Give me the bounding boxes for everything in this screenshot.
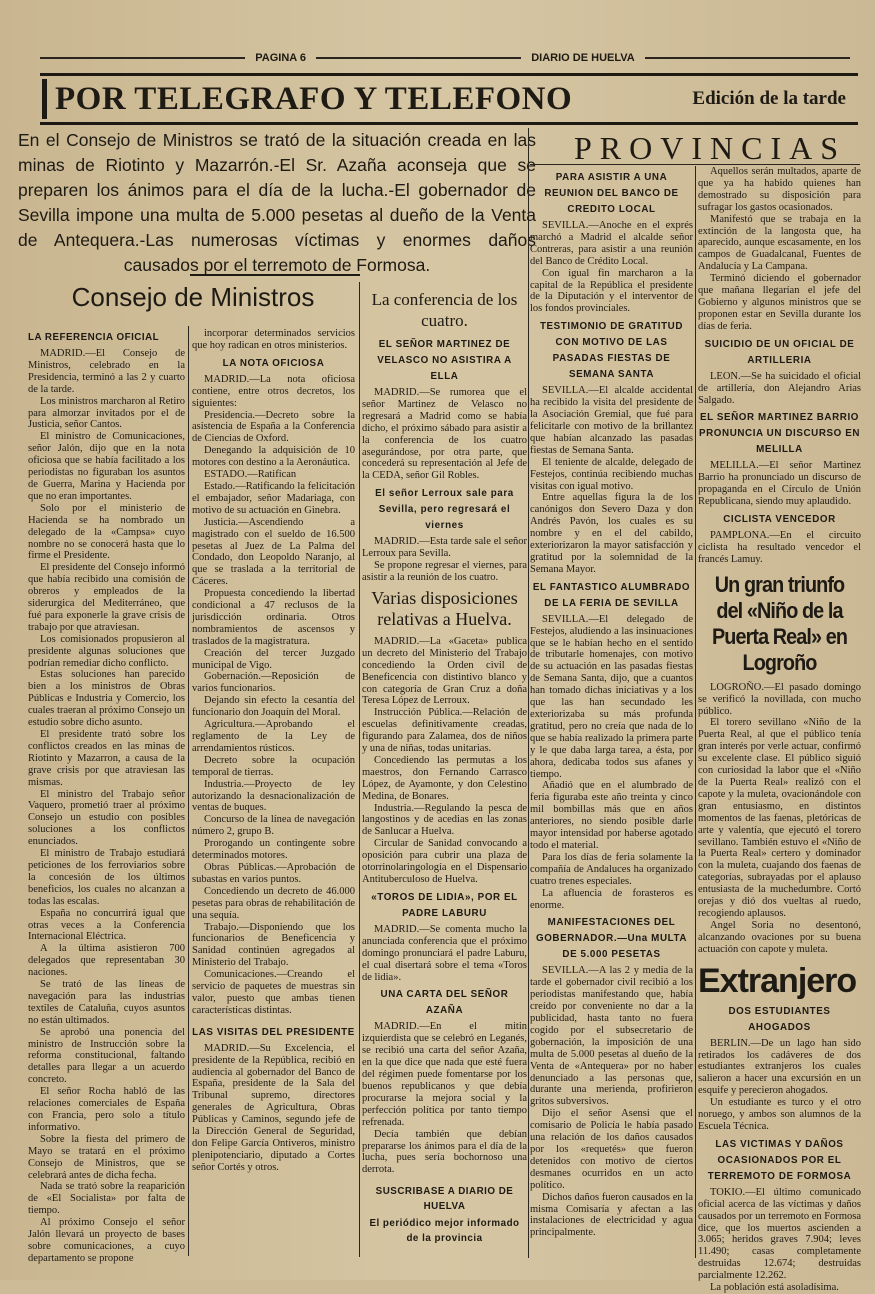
consejo-column-2 (192, 328, 355, 1258)
provincias-rule (530, 164, 860, 165)
article-paragraph: Trabajo.—Disponiendo que los funcionarios de Beneficencia y Sanidad continúen agregados al Ministerio del Trabajo. (192, 921, 355, 969)
consejo-title-block (28, 282, 358, 316)
article-paragraph: Manifestó que se trabaja en la extinción de la langosta que, ha aparecido, aunque escasamente, en los campos de Guadalcanal, Fuentes de Andalucía y La Campana. (698, 213, 861, 273)
article-paragraph: Obras Públicas.—Aprobación de subastas en varios puntos. (192, 861, 355, 885)
article-paragraph: MELILLA.—El señor Martinez Barrio ha pronunciado un discurso de propaganda en el Círculo de Unión Republicana, siendo muy aplaudido. (698, 460, 861, 508)
right-column (698, 166, 862, 1294)
provincias-title: PROVINCIAS (573, 130, 847, 166)
article-paragraph: Justicia.—Ascendiendo a magistrado con el sueldo de 16.500 pesetas al Juez de La Palma del Condado, don Leopoldo Naranjo, al que se traslada a la territorial de Cáceres. (192, 516, 355, 588)
article-paragraph: BERLIN.—De un lago han sido retirados los cadáveres de dos estudiantes extranjeros los cuales salieron a hacer una excursión en un esquife y perecieron ahogados. (698, 1037, 861, 1097)
article-paragraph: Entre aquellas figura la de los canónigos don Severo Daza y don Andrés Pavón, los cuales es su nombre y en el del cabildo, exteriorizaron la mayor satisfacción y gratitud por la solemnidad de la Semana Mayor. (530, 492, 693, 575)
article-paragraph: MADRID.—Esta tarde sale el señor Lerroux para Sevilla. (362, 536, 527, 560)
article-paragraph: Propuesta concediendo la libertad condicional a 47 reclusos de la jurisdicción ordinaria. Otros nombramientos de ascensos y traslados de la magistratura. (192, 588, 355, 647)
article-paragraph: El ministro del Trabajo señor Vaquero, prometió traer al próximo Consejo un estudio con posibles soluciones a los conflictos enunciados. (28, 788, 185, 848)
article-paragraph: La afluencia de forasteros es enorme. (530, 887, 693, 911)
alumbrado-heading: EL FANTASTICO ALUMBRADO DE LA FERIA DE SEVILLA (532, 581, 691, 609)
article-paragraph: Sobre la fiesta del primero de Mayo se tratará en el próximo Consejo de Ministros, que se celebrará antes de dicha fecha. (28, 1133, 185, 1181)
article-paragraph: Gobernación.—Reposición de varios funcionarios. (192, 671, 355, 695)
article-paragraph: Dichos daños fueron causados en la misma Comisaría y afectan a las instalaciones de electricidad y agua principalmente. (530, 1191, 693, 1239)
article-paragraph: Decreto sobre la ocupación temporal de tierras. (192, 754, 355, 778)
conferencia-title: La conferencia de los cuatro. (371, 290, 518, 330)
article-paragraph: PAMPLONA.—En el circuito ciclista ha resultado vencedor el francés Lamuy. (698, 530, 861, 565)
article-paragraph: Presidencia.—Decreto sobre la asistencia de España a la Conferencia de Ciencias de Oxford. (192, 409, 355, 445)
article-paragraph: Creación del tercer Juzgado municipal de Vigo. (192, 647, 355, 671)
article-paragraph: Decía también que debían prepararse los ánimos para el día de la lucha, pues sería bochornoso una derrota. (362, 1128, 527, 1176)
banco-credito-body (530, 220, 693, 315)
article-paragraph: Los comisionados propusieron al presidente algunas soluciones que podrían remediar dicho conflicto. (28, 633, 185, 669)
disposiciones-title: Varias disposiciones relativas a Huelva. (371, 587, 518, 629)
estudiantes-heading: DOS ESTUDIANTES AHOGADOS (728, 1005, 831, 1033)
article-paragraph: Denegando la adquisición de 10 motores con destino a la Aeronáutica. (192, 445, 355, 469)
article-paragraph: El presidente del Consejo informó que había recibido una comisión de obreros y empleados de la siderurgica del Mediterráneo, que fué para exponerle la grave crisis de trabajo por que atraviesan. (28, 562, 185, 633)
article-paragraph: Para los días de feria solamente la compañía de Andaluces ha organizado cuatro trenes especiales. (530, 851, 693, 887)
article-paragraph: Se trató de las líneas de navegación para las industrias textiles de Cataluña, cuyos asuntos no están ultimados. (28, 979, 185, 1026)
article-paragraph: MADRID.—En el mitin izquierdista que se celebró en Leganés, se recibió una carta del señor Azaña, en la que dice que nada que esté fuera del régimen puede fomentarse por los buenos republicanos y que debía procurarse la mejora social y la perfección política por tanto tiempo refrenada. (362, 1021, 527, 1128)
toros-body (362, 924, 527, 984)
article-paragraph: El teniente de alcalde, delegado de Festejos, continúa recibiendo muchas visitas con igual motivo. (530, 456, 693, 492)
triunfo-body (698, 682, 861, 956)
extranjero-title: Extranjero (698, 961, 857, 1000)
suicidio-body (698, 371, 861, 407)
article-paragraph: Aquellos serán multados, aparte de que ya ha habido quienes han demostrado su disposición para sufragar los gastos ocasionados. (698, 166, 861, 213)
banco-credito-heading: PARA ASISTIR A UNA REUNION DEL BANCO DE CREDITO LOCAL (544, 172, 679, 215)
subscribe-tagline: El periódico mejor informado de la provincia (369, 1218, 520, 1245)
consejo-continuation (192, 328, 355, 352)
section-title: POR TELEGRAFO Y TELEFONO (55, 80, 573, 117)
article-paragraph: Concediendo las permutas a los maestros, don Fernando Carrasco López, de Ayamonte, y don Celestino Medina, de Bonares. (362, 754, 527, 802)
article-paragraph: incorporar determinados servicios que hoy radican en otros ministerios. (192, 328, 355, 351)
gratitud-heading: TESTIMONIO DE GRATITUD CON MOTIVO DE LAS PASADAS FIESTAS DE SEMANA SANTA (539, 321, 684, 381)
article-paragraph: SEVILLA.—A las 2 y media de la tarde el gobernador civil recibió a los periodistas manifestando que, había creído por conveniente no dar a la publicidad, hasta tanto no fuera cogido por el subsecretario de gobernación, la imposición de una multa de 5.000 pesetas al dueño de la Venta de «Antequera» por no haber denunciado a las personas que, durante una merienda, profirieron gritos subversivos. (530, 965, 693, 1108)
article-paragraph: Se aprobó una ponencia del ministro de Instrucción sobre la reforma constitucional, faltando detalles para llegar a un acuerdo concreto. (28, 1026, 185, 1086)
lead-divider (190, 274, 360, 276)
article-paragraph: La población está asoladísima. (710, 1282, 839, 1294)
banner-bar (42, 79, 47, 119)
lerroux-heading: El señor Lerroux sale para Sevilla, pero regresará el viernes (375, 488, 514, 532)
article-paragraph: SEVILLA.—Anoche en el exprés marchó a Madrid el alcalde señor Contreras, para asistir a una reunión del Banco de Crédito Local. (530, 220, 693, 267)
article-paragraph: MADRID.—La «Gaceta» publica un decreto del Ministerio del Trabajo concediendo la Orden civil de Beneficencia con distintivo blanco y con categoría de Gran Cruz a doña Teresa López de Lerroux. (362, 635, 527, 707)
consejo-column-1 (28, 326, 185, 1264)
page-number: PAGINA 6 (255, 52, 306, 64)
header-rule-center (316, 57, 521, 59)
martinez-barrio-body (698, 460, 861, 508)
article-paragraph: Estas soluciones han parecido bien a los ministros de Obras Públicas e Industria y Comercio, los cuales traeran al próximo Consejo un estudio sobre dicho asunto. (28, 669, 185, 729)
running-header (40, 50, 850, 66)
article-paragraph: LOGROÑO.—El pasado domingo se verificó la novillada, con mucho público. (698, 681, 861, 717)
ciclista-heading: CICLISTA VENCEDOR (723, 514, 836, 526)
disposiciones-body (362, 636, 527, 886)
article-paragraph: MADRID.—La nota oficiosa contiene, entre otros decretos, los siguientes: (192, 373, 355, 409)
gratitud-body (530, 385, 693, 576)
column-rule-1 (188, 326, 189, 1256)
article-paragraph: Nada se trató sobre la reaparición de «El Socialista» por falta de tiempo. (28, 1181, 185, 1217)
article-paragraph: A la última asistieron 700 delegados que representaban 30 naciones. (28, 943, 185, 979)
article-paragraph: Concurso de la línea de navegación número 2, grupo B. (192, 814, 355, 838)
gobernador-body (530, 965, 693, 1239)
middle-column (362, 285, 527, 1260)
article-paragraph: TOKIO.—El último comunicado oficial acerca de las víctimas y daños causados por un terremoto en Formosa dice, que los muertos ascienden a 3.065; heridos graves 7.904; leves 11.490; casas completamente destruidas 12.674; destruidas parcialmente 12.262. (698, 1186, 862, 1282)
gobernador-heading: MANIFESTACIONES DEL GOBERNADOR.—Una MULTA DE 5.000 PESETAS (535, 917, 688, 961)
header-rule-right (645, 57, 850, 59)
article-paragraph: Dijo el señor Asensi que el comisario de Policía le había pasado una relación de los daños causados por los «requetés» que fueron detenidos con motivo de ciertos desmanes ocurridos en un acto político. (530, 1108, 693, 1191)
article-paragraph: El ministro de Comunicaciones, señor Jalón, dijo que en la nota oficiosa que se había facilitado a los periodistas no figuraban los asuntos de Guerra, Marina y Hacienda por que no eran importantes. (28, 431, 185, 502)
article-paragraph: Se propone regresar el viernes, para asistir a la reunión de los cuatro. (362, 560, 527, 583)
article-paragraph: Un estudiante es turco y el otro noruego, y ambos son alumnos de la Escuela Técnica. (698, 1097, 861, 1132)
referencia-body (28, 348, 185, 1265)
article-paragraph: Industria.—Proyecto de ley autorizando la desnacionalización de ventas de buques. (192, 778, 355, 814)
terremoto-heading: LAS VICTIMAS Y DAÑOS OCASIONADOS POR EL TERREMOTO DE FORMOSA (707, 1138, 852, 1182)
article-paragraph: El torero sevillano «Niño de la Puerta Real, al que el público tenía gran interés por verle actuar, confirmó su excelente clase. El público siguió con curiosidad la labor que el «Niño de la Puerta Real» realizó con el capote y la muleta, ovacionándole con gran entusiasmo, en distintos momentos de las faenas, pletóricas de arte y valentía, que ejecutó el torero sevillano. También estuvo el «Niño de la Puerta Real» certero y dominador con la muleta, cuajando dos faenas de categorías, subrayadas por el aplauso entusiasta de la muchedumbre. Cortó orejas y dió dos vueltas al ruedo, recogiendo aplausos. (698, 717, 861, 919)
article-paragraph: Los ministros marcharon al Retiro para almorzar invitados por el de Justicia, señor Cantos. (28, 395, 185, 431)
article-paragraph: El ministro de Trabajo estudiará peticiones de los ferroviarios sobre la concesión de los últimos beneficios, los cuales no alcanzan a todas las escalas. (28, 848, 185, 907)
article-paragraph: MADRID.—Se comenta mucho la anunciada conferencia que el próximo domingo pronunciará el padre Laburu, el cual disertará sobre el tema «Toros de lidia». (362, 923, 527, 983)
column-rule-2 (359, 282, 360, 1257)
article-paragraph: Instrucción Pública.—Relación de escuelas definitivamente creadas, figurando para Zalamea, dos de niños y una de niñas, todas unitarias. (362, 707, 527, 755)
article-paragraph: Añadió que en el alumbrado de feria figuraba este año treinta y cinco mil bombillas más que en años anteriores, no siendo posible darle mayor intensidad por haberse agotado todo el material. (530, 780, 693, 851)
nota-oficiosa-body (192, 374, 355, 1017)
provincias-column (530, 166, 693, 1260)
toros-heading: «TOROS DE LIDIA», POR EL PADRE LABURU (371, 891, 518, 919)
article-paragraph: LEON.—Se ha suicidado el oficial de artillería, don Alejandro Arias Salgado. (698, 370, 861, 406)
gobernador-continuation (698, 166, 861, 333)
visitas-heading: LAS VISITAS DEL PRESIDENTE (192, 1026, 355, 1038)
article-paragraph: SEVILLA.—El alcalde accidental ha recibido la visita del presidente de la Asociación Gremial, que fué para felicitarle con motivo de la brillantez que habían alcanzado las pasadas fiestas de Semana Santa. (530, 385, 693, 456)
lerroux-body (362, 536, 527, 584)
article-paragraph: España no concurrirá igual que otras veces a la Conferencia Internacional Eléctrica. (28, 907, 185, 943)
nota-oficiosa-heading: LA NOTA OFICIOSA (222, 357, 325, 369)
article-paragraph: El señor Rocha habló de las relaciones comerciales de España con Francia, pero solo a título informativo. (28, 1086, 185, 1133)
article-paragraph: Estado.—Ratificando la felicitación el embajador, señor Madariaga, con motivo de su actuación en Ginebra. (192, 480, 355, 516)
article-paragraph: Terminó diciendo el gobernador que mañana llegarían el jefe del Gobierno y algunos ministros que se proponen estar en Sevilla durante los días de feria. (698, 273, 861, 332)
carta-azana-heading: UNA CARTA DEL SEÑOR AZAÑA (380, 989, 509, 1017)
article-paragraph: MADRID.—El Consejo de Ministros, celebrado en la Presidencia, terminó a las 2 y cuarto de la tarde. (28, 348, 185, 395)
article-paragraph: SEVILLA.—El delegado de Festejos, aludiendo a las insinuaciones que se le habían hecho en el sentido de tributarle homenajes, con motivo de su actuación en las pasadas fiestas de Semana Santa, dijo, que a cuantos han tomado dichas iniciativas y a los que las han secundado les exteriorizaba su más profunda gratitud, pero no creía que nada de lo que se había realizado la primera parte y le que daba larga tarea, a ésta, por ahora, dedicaba todos sus afanes y tiempo. (530, 613, 693, 780)
article-paragraph: Angel Soria no desentonó, alcanzando ovaciones por su buena actuación con capote y muleta. (698, 919, 861, 955)
article-paragraph: Industria.—Regulando la pesca de langostinos y de acedias en las zonas de Sanlucar a Huelva. (362, 802, 527, 838)
terremoto-body (698, 1187, 861, 1294)
triunfo-title: Un gran triunfo del «Niño de la Puerta Real» en Logroño (711, 571, 848, 675)
edition-label: Edición de la tarde (692, 88, 846, 109)
martinez-barrio-heading: EL SEÑOR MARTINEZ BARRIO PRONUNCIA UN DISCURSO EN MELILLA (699, 412, 860, 456)
consejo-title: Consejo de Ministros (71, 282, 315, 312)
article-paragraph: Solo por el ministerio de Hacienda se ha nombrado un delegado de la «Campsa» cuyo nombre no se conocerá hasta que lo firme el Presidente. (28, 502, 185, 562)
visitas-body (192, 1043, 355, 1174)
newspaper-name: DIARIO DE HUELVA (531, 52, 635, 64)
article-paragraph: ESTADO.—Ratifican (204, 469, 297, 481)
section-banner (40, 73, 858, 125)
subscribe-notice: SUSCRIBASE A DIARIO DE HUELVA (375, 1186, 514, 1213)
article-paragraph: Agricultura.—Aprobando el reglamento de la Ley de arrendamientos rústicos. (192, 719, 355, 754)
article-paragraph: Dejando sin efecto la cesantía del funcionario don Joaquín del Moral. (192, 695, 355, 719)
suicidio-heading: SUICIDIO DE UN OFICIAL DE ARTILLERIA (704, 338, 855, 366)
carta-azana-body (362, 1021, 527, 1176)
article-paragraph: El presidente trató sobre los conflictos creados en las minas de Riotinto y Mazarron, a causa de la grave crisis por que atraviesan las mismas. (28, 729, 185, 788)
article-paragraph: MADRID.—Su Excelencia, el presidente de la República, recibió en audiencia al gobernador del Banco de España, presidente de la Sala del Tribunal supremo, directores generales de Agricultura, Obras Públicas y Caminos, segundo jefe de la Dirección General de Seguridad, don Felipe García Ontiveros, ministro plenipotenciario, diputado a Cortes señor Cortés y otros. (192, 1042, 355, 1173)
estudiantes-body (698, 1038, 861, 1133)
martinez-velasco-heading: EL SEÑOR MARTINEZ DE VELASCO NO ASISTIRA A ELLA (377, 339, 512, 382)
alumbrado-body (530, 614, 693, 912)
column-rule-3 (528, 128, 529, 1258)
article-paragraph: Circular de Sanidad convocando a oposición para cubrir una plaza de otorrinolaringología en el Dispensario Antituberculoso de Huelva. (362, 838, 527, 885)
article-paragraph: Prorogando un contingente sobre determinados motores. (192, 838, 355, 862)
referencia-heading: LA REFERENCIA OFICIAL (28, 332, 160, 343)
article-paragraph: Concediendo un decreto de 46.000 pesetas para obras de rehabilitación de una sequía. (192, 885, 355, 921)
lead-summary: En el Consejo de Ministros se trató de la situación creada en las minas de Riotinto y Mazarrón.-El Sr. Azaña aconseja que se preparen los ánimos para el día de la lucha.-El gobernador de Sevilla impone una multa de 5.000 pesetas al dueño de la Venta de Antequera.-Las numerosas víctimas y enormes daños causados por el terremoto de Formosa. (18, 130, 536, 275)
column-rule-4 (695, 166, 696, 1258)
article-paragraph: Al próximo Consejo el señor Jalón llevará un proyecto de bases sobre comunicaciones, a cuyo departamento se propone (28, 1217, 185, 1264)
header-rule-left (40, 57, 245, 59)
article-paragraph: Con igual fin marcharon a la capital de la República el presidente de la Diputación y el interventor de los fondos provinciales. (530, 267, 693, 315)
article-paragraph: Comunicaciones.—Creando el servicio de paquetes de muestras sin valor, puesto que ambas tienen características distintas. (192, 969, 355, 1016)
ciclista-body (698, 530, 861, 566)
article-paragraph: MADRID.—Se rumorea que el señor Martinez de Velasco no regresará a Madrid como se había dicho, el próximo sábado para asistir a la conferencia de los cuatro asegurándose, por otra parte, que concederá su representación al Jefe de la CEDA, señor Gil Robles. (362, 387, 527, 482)
martinez-velasco-body (362, 387, 527, 482)
